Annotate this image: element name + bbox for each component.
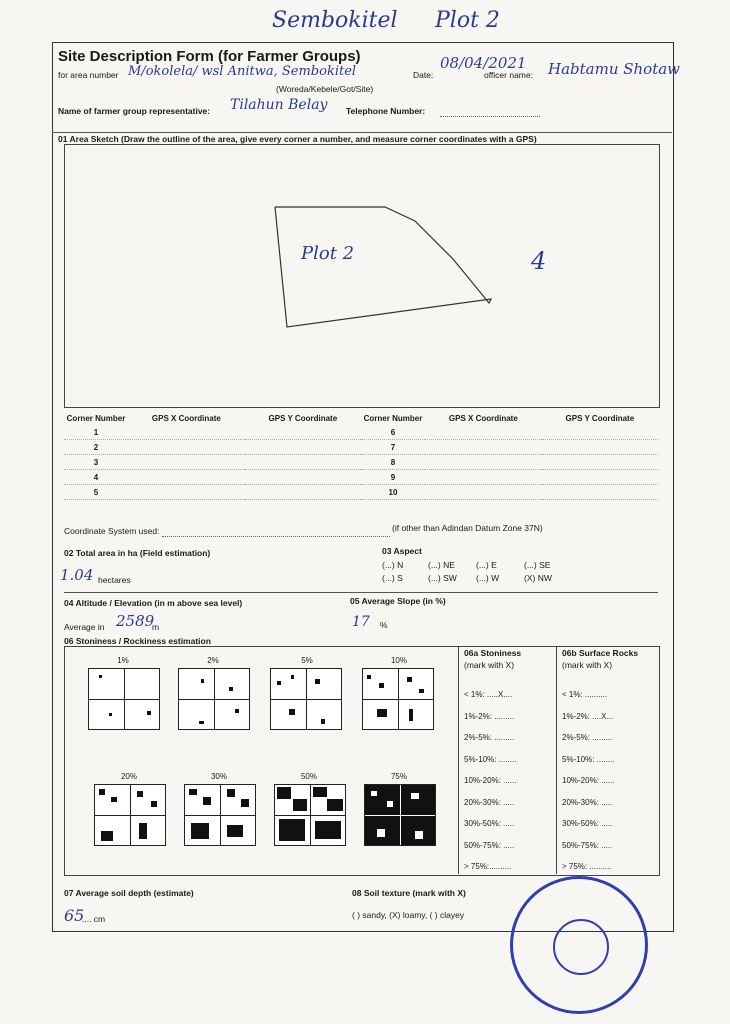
- table-row: [64, 455, 658, 470]
- aspect-e: (...) E: [476, 560, 497, 570]
- h-y-left: GPS Y Coordinate: [268, 414, 338, 423]
- corner-num: 10: [361, 485, 425, 500]
- texture-label: 08 Soil texture (mark with X): [352, 888, 466, 898]
- stoniness-a-title: 06a Stoniness: [464, 648, 522, 658]
- rep-value: Tilahun Belay: [230, 97, 328, 113]
- stone-sample-10: [362, 668, 434, 730]
- table-row: [64, 470, 658, 485]
- sketch-area: [64, 144, 660, 408]
- stone-sample-1: [88, 668, 160, 730]
- corner-num: 1: [64, 425, 128, 440]
- list-item: > 75%:..........: [464, 862, 512, 871]
- corner-num: 7: [361, 440, 425, 455]
- stoniness-label: 06 Stoniness / Rockiness estimation: [64, 636, 211, 646]
- sketch-label: 01 Area Sketch (Draw the outline of the area, give every corner a number, and measure corner coordinates with a GPS): [58, 134, 537, 144]
- corner-4: 4: [531, 247, 547, 275]
- list-item: > 75%: ..........: [562, 862, 612, 871]
- list-item: 1%-2%: ....X...: [562, 711, 614, 721]
- corner-num: 8: [361, 455, 425, 470]
- coord-suffix: (if other than Adindan Datum Zone 37N): [392, 523, 543, 533]
- aspect-ne: (...) NE: [428, 560, 455, 570]
- stone-sample-50: [274, 784, 346, 846]
- coord-label: Coordinate System used:: [64, 526, 160, 536]
- plot-outline: [65, 145, 659, 407]
- pct-label: 75%: [390, 772, 407, 781]
- list-item: 2%-5%: .........: [464, 733, 515, 742]
- corner-num: 6: [361, 425, 425, 440]
- header-place: Sembokitel: [272, 8, 398, 33]
- aspect-n: (...) N: [382, 560, 404, 570]
- altitude-avg: Average in: [64, 622, 105, 632]
- h-corner-left: Corner Number: [66, 414, 126, 423]
- coord-field: [162, 526, 390, 537]
- altitude-label: 04 Altitude / Elevation (in m above sea level): [64, 598, 243, 608]
- h-corner-right: Corner Number: [363, 414, 423, 423]
- corner-num: 3: [64, 455, 128, 470]
- table-row: [64, 440, 658, 455]
- altitude-value: 2589: [116, 612, 155, 630]
- stone-sample-5: [270, 668, 342, 730]
- list-item: 50%-75%: .....: [562, 840, 613, 850]
- corner-num: 5: [64, 485, 128, 500]
- pct-label: 1%: [117, 656, 129, 665]
- list-item: 30%-50%: .....: [464, 819, 515, 828]
- list-item: 20%-30%: .....: [562, 797, 613, 807]
- slope-unit: %: [380, 620, 388, 630]
- stone-sample-75: [364, 784, 436, 846]
- aspect-label: 03 Aspect: [382, 546, 422, 556]
- aspect-w: (...) W: [476, 573, 500, 583]
- list-item: 10%-20%: ......: [562, 776, 615, 785]
- soil-depth-value: 65: [64, 906, 85, 925]
- list-item: 5%-10%: ........: [464, 754, 517, 764]
- pct-label: 20%: [120, 772, 137, 781]
- list-item: < 1%: .....X....: [464, 690, 513, 699]
- area-ha-value: 1.04: [60, 566, 94, 584]
- aspect-se: (...) SE: [524, 560, 551, 570]
- stone-sample-2: [178, 668, 250, 730]
- h-y-right: GPS Y Coordinate: [565, 414, 635, 423]
- list-item: 2%-5%: .........: [562, 733, 613, 742]
- date-label: Date:: [413, 70, 434, 80]
- pct-label: 2%: [207, 656, 219, 665]
- area-sublabel: (Woreda/Kebele/Got/Site): [276, 84, 374, 94]
- pct-label: 50%: [300, 772, 317, 781]
- table-row: [64, 485, 658, 500]
- altitude-unit: m: [152, 622, 160, 632]
- phone-label: Telephone Number:: [346, 106, 426, 116]
- stone-sample-30: [184, 784, 256, 846]
- corner-num: 4: [64, 470, 128, 485]
- area-label: for area number: [58, 70, 119, 80]
- area-value: M/okolela/ wsl Anitwa, Sembokitel: [128, 64, 357, 79]
- slope-label: 05 Average Slope (in %): [350, 596, 446, 606]
- h-x-left: GPS X Coordinate: [151, 414, 221, 423]
- list-item: 10%-20%: ......: [464, 776, 517, 785]
- area-ha-unit: hectares: [98, 575, 131, 585]
- officer-label: officer name:: [484, 70, 533, 80]
- table-row: [64, 425, 658, 440]
- list-item: < 1%: ..........: [562, 690, 608, 699]
- list-item: 20%-30%: .....: [464, 797, 515, 807]
- rep-label: Name of farmer group representative:: [58, 106, 211, 116]
- list-item: 1%-2%: .........: [464, 711, 515, 721]
- date-value: 08/04/2021: [440, 54, 527, 72]
- plot-label: Plot 2: [301, 243, 355, 264]
- stone-sample-20: [94, 784, 166, 846]
- official-stamp: [510, 876, 648, 1014]
- texture-options: ( ) sandy, (X) loamy, ( ) clayey: [352, 910, 465, 920]
- soil-depth-label: 07 Average soil depth (estimate): [64, 888, 194, 898]
- list-item: 50%-75%: .....: [464, 840, 515, 850]
- stoniness-a-sub: (mark with X): [464, 660, 515, 670]
- stoniness-a-list: [464, 690, 516, 884]
- phone-field: [440, 106, 540, 117]
- form-title: Site Description Form (for Farmer Groups): [58, 48, 361, 65]
- stoniness-b-title: 06b Surface Rocks: [562, 648, 639, 658]
- pct-label: 10%: [390, 656, 407, 665]
- h-x-right: GPS X Coordinate: [448, 414, 518, 423]
- pct-label: 5%: [301, 656, 313, 665]
- area-ha-label: 02 Total area in ha (Field estimation): [64, 548, 211, 558]
- stoniness-b-sub: (mark with X): [562, 660, 613, 670]
- stoniness-b-list: [562, 690, 614, 884]
- list-item: 5%-10%: ........: [562, 754, 615, 764]
- list-item: 30%-50%: .....: [562, 819, 613, 828]
- gps-table: [64, 412, 658, 500]
- aspect-sw: (...) SW: [428, 573, 457, 583]
- soil-depth-unit: .... cm: [82, 914, 106, 924]
- slope-value: 17: [352, 614, 370, 630]
- pct-label: 30%: [210, 772, 227, 781]
- corner-num: 2: [64, 440, 128, 455]
- officer-value: Habtamu Shotaw: [548, 60, 681, 78]
- header-plot: Plot 2: [435, 8, 500, 33]
- corner-num: 9: [361, 470, 425, 485]
- aspect-s: (...) S: [382, 573, 403, 583]
- aspect-nw: (X) NW: [524, 573, 552, 583]
